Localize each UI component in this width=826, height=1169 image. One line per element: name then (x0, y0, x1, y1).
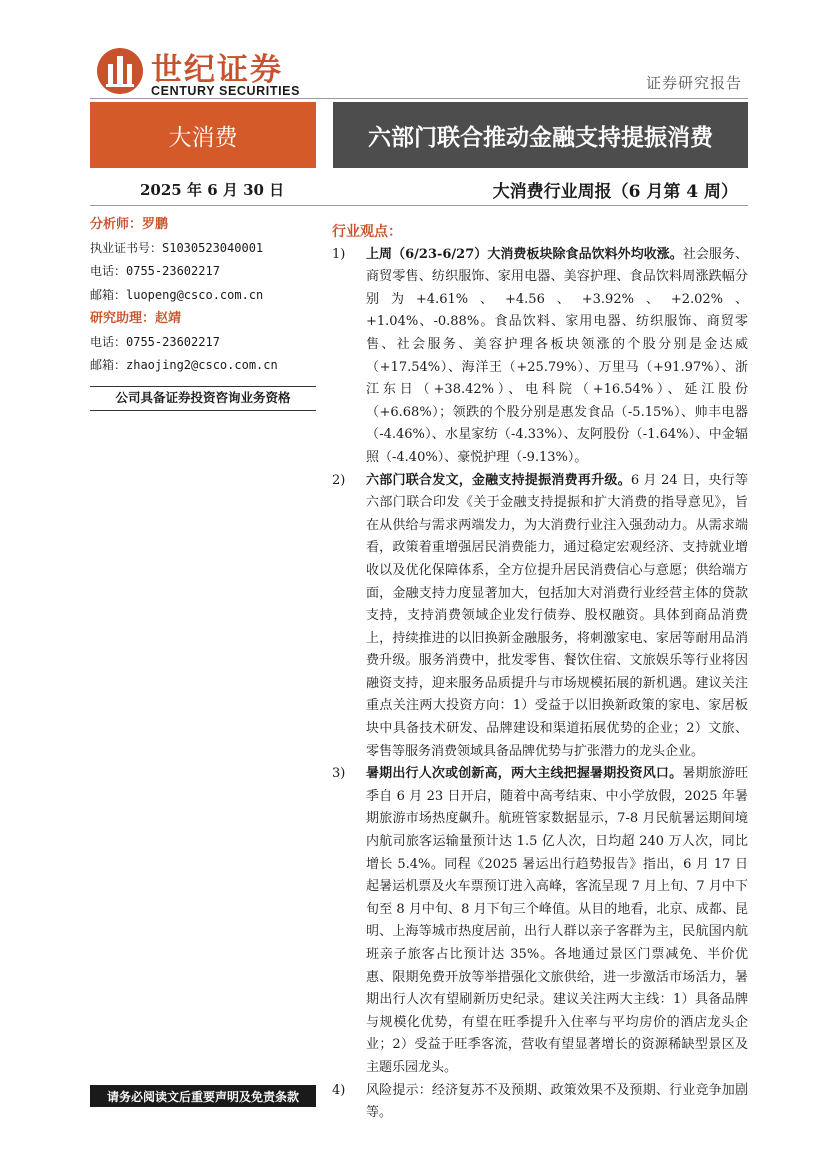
item-number: 1) (332, 246, 346, 262)
analyst-email: 邮箱：luopeng@csco.com.cn (90, 287, 264, 302)
logo-text-en: CENTURY SECURITIES (151, 84, 301, 98)
analyst-info (90, 213, 316, 378)
qualification-note: 公司具备证券投资咨询业务资格 (115, 390, 291, 405)
item-number: 4) (332, 1082, 346, 1098)
header-divider (90, 98, 748, 99)
item-body: 6 月 24 日，央行等六部门联合印发《关于金融支持提振和扩大消费的指导意见》，旨在从供给与需求两端发力，为大消费行业注入强劲动力。从需求端看，政策着重增强居民消费能力，通过稳定宏观经济、支持就业增收以及优化保障体系，全方位提升居民消费信心与意愿；供给端方面，金融支持力度显著加大，包括加大对消费行业经营主体的贷款支持，支持消费领域企业发行债券、股权融资。具体到商品消费上，持续推进的以旧换新金融服务，将刺激家电、家居等耐用品消费升级。服务消费中，批发零售、餐饮住宿、文旅娱乐等行业将因融资支持，迎来服务品质提升与市场规模拓展的新机遇。建议关注重点关注两大投资方向：1）受益于以旧换新政策的家电、家居板块中具备技术研发、品牌建设和渠道拓展优势的企业；2）文旅、零售等服务消费领域具备品牌优势与扩张潜力的龙头企业。 (366, 472, 748, 759)
qualification-top-rule (90, 386, 316, 387)
assistant-name: 研究助理：赵靖 (90, 311, 182, 326)
report-type: 证券研究报告 (645, 74, 742, 92)
assistant-email: 邮箱：zhaojing2@csco.com.cn (90, 358, 278, 372)
item-number: 2) (332, 472, 346, 488)
item-headline: 上周（6/23-6/27）大消费板块除食品饮料外均收涨。 (366, 246, 683, 262)
list-item (332, 470, 748, 764)
section-heading: 行业观点： (332, 224, 402, 240)
subtitle-divider (90, 205, 748, 206)
item-headline: 暑期出行人次或创新高，两大主线把握暑期投资风口。 (366, 766, 683, 782)
analyst-phone: 电话：0755-23602217 (90, 264, 220, 278)
disclaimer-bar: 请务必阅读文后重要声明及免责条款 (90, 1085, 316, 1107)
item-body: 社会服务、商贸零售、纺织服饰、家用电器、美容护理、食品饮料周涨跌幅分别为+4.61%、+4.56、+3.92%、+2.02%、+1.04%、-0.88%。食品饮料、家用电器、纺织服饰、商贸零售、社会服务、美容护理各板块领涨的个股分别是金达威（+17.54%）、海洋王（+25.79%）、万里马（+91.97%）、浙江东日（+38.42%）、电科院（+16.54%）、延江股份（+6.68%）；领跌的个股分别是惠发食品（-5.15%）、帅丰电器（-4.46%）、水星家纺（-4.33%）、友阿股份（-1.64%）、中金辐照（-4.40%）、豪悦护理（-9.13%）。 (366, 246, 748, 465)
report-subtitle: 大消费行业周报（6 月第 4 周） (492, 182, 738, 202)
item-body: 暑期旅游旺季自 6 月 23 日开启，随着中高考结束、中小学放假，2025 年暑期旅游市场热度飙升。航班管家数据显示，7-8 月民航暑运期间境内航司旅客运输量预计达 1.5 亿人次，日均超 240 万人次，同比增长 5.4%。同程《2025 暑运出行趋势报告》指出，6 月 17 日起暑运机票及火车票预订进入高峰，客流呈现 7 月上旬、7 月中下旬至 8 月中旬、8 月下旬三个峰值。从目的地看，北京、成都、昆明、上海等城市热度居前，出行人群以亲子客群为主，民航国内航班亲子旅客占比预计达 35%。各地通过景区门票减免、半价优惠、限期免费开放等举措强化文旅供给，进一步激活市场活力，暑期出行人次有望刷新历史纪录。建议关注两大主线：1）具备品牌与规模化优势，有望在旺季提升入住率与平均房价的酒店龙头企业；2）受益于旺季客流，营收有望显著增长的资源稀缺型景区及主题乐园龙头。 (366, 766, 748, 1075)
item-body: 风险提示：经济复苏不及预期、政策效果不及预期、行业竞争加剧等。 (366, 1082, 748, 1121)
company-logo (97, 44, 312, 102)
list-item (332, 763, 748, 1079)
report-date: 2025 年 6 月 30 日 (140, 181, 285, 199)
report-title: 六部门联合推动金融支持提振消费 (333, 102, 748, 168)
industry-view (332, 221, 748, 1125)
sector-banner: 大消费 (90, 102, 316, 168)
assistant-phone: 电话：0755-23602217 (90, 334, 220, 349)
qualification-bottom-rule (90, 410, 316, 411)
logo-text-cn: 世纪证券 (151, 52, 283, 88)
item-headline: 六部门联合发文，金融支持提振消费再升级。 (366, 472, 631, 488)
analyst-name: 分析师：罗鹏 (90, 217, 169, 232)
list-item (332, 244, 748, 470)
item-number: 3) (332, 766, 346, 782)
list-item (332, 1080, 748, 1125)
analyst-cert: 执业证书号：S1030523040001 (90, 240, 264, 255)
logo-emblem-icon (97, 48, 143, 94)
